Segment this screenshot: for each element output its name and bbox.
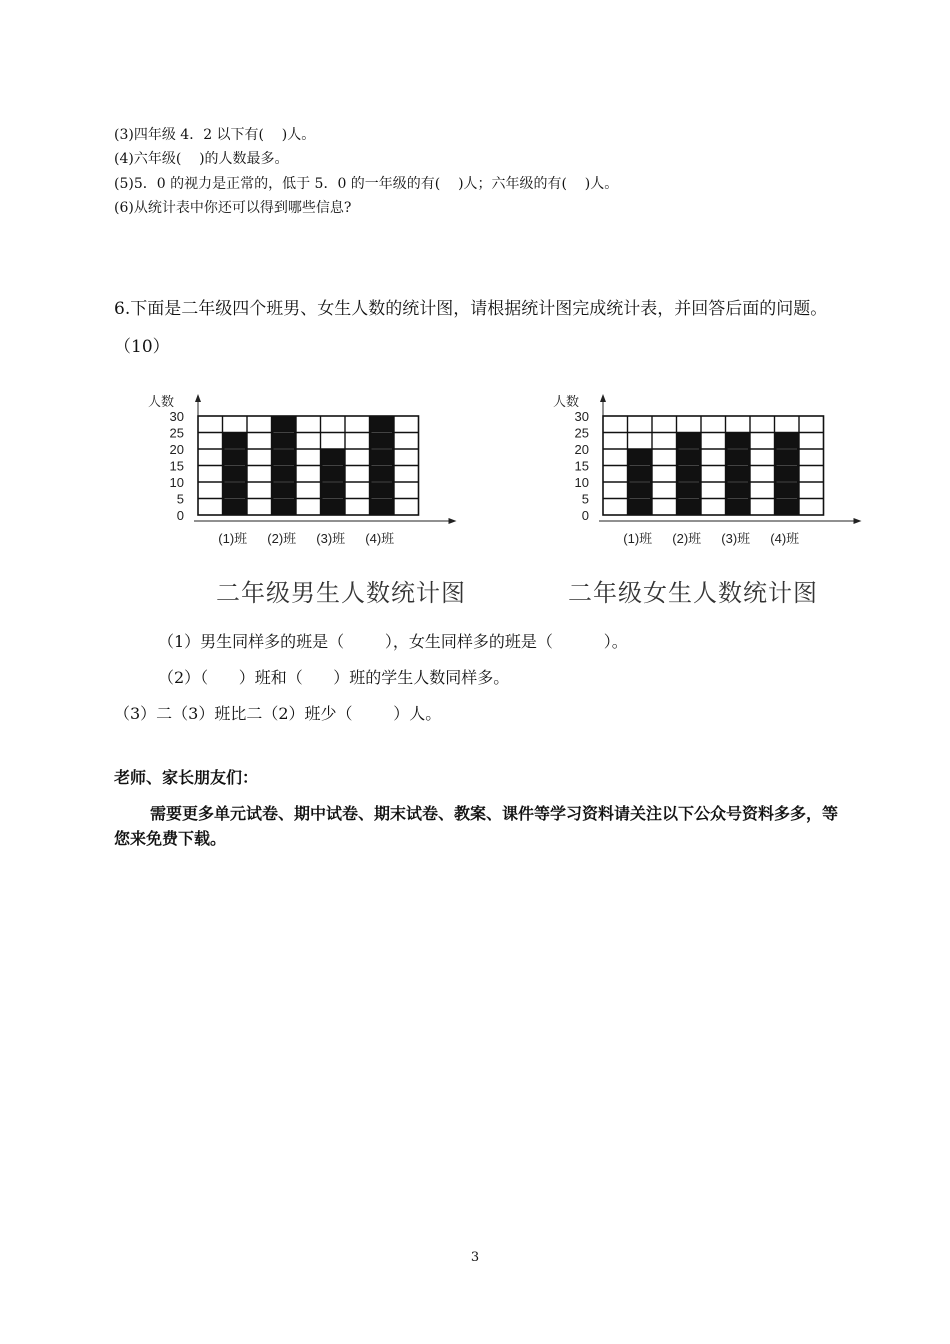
y-axis-label: 人数 xyxy=(553,394,580,409)
question-3: (3)四年级 4．2 以下有( )人。 xyxy=(114,127,316,143)
sub-question-2: （2）（ ）班和（ ）班的学生人数同样多。 xyxy=(158,668,510,687)
y-tick-label: 25 xyxy=(574,425,589,441)
x-tick-label: (4)班 xyxy=(770,531,800,546)
x-tick-label: (2)班 xyxy=(267,531,297,546)
y-axis-arrow xyxy=(600,394,606,402)
sub-question-3: （3）二（3）班比二（2）班少（ ）人。 xyxy=(114,704,442,723)
question-5: (5)5．0 的视力是正常的，低于 5．0 的一年级的有( )人；六年级的有( )人。 xyxy=(114,176,619,192)
y-tick-label: 15 xyxy=(574,458,589,474)
bar xyxy=(726,433,751,516)
bar xyxy=(775,433,800,516)
x-tick-label: (1)班 xyxy=(218,531,248,546)
girls-chart-title: 二年级女生人数统计图 xyxy=(568,579,818,607)
y-tick-label: 10 xyxy=(169,475,184,490)
x-axis-arrow xyxy=(449,518,457,524)
note-body: 需要更多单元试卷、期中试卷、期末试卷、教案、课件等学习资料请关注以下公众号资料多多，等您来免费下载。 xyxy=(114,804,839,848)
bar xyxy=(677,433,702,516)
sub-question-1: （1）男生同样多的班是（ ），女生同样多的班是（ ）。 xyxy=(158,632,628,651)
y-tick-label: 5 xyxy=(581,491,589,507)
y-tick-label: 30 xyxy=(169,409,184,424)
x-axis-arrow xyxy=(854,518,862,524)
y-axis-label: 人数 xyxy=(148,394,175,409)
y-tick-label: 25 xyxy=(169,425,184,441)
y-tick-label: 5 xyxy=(176,491,184,507)
y-tick-label: 0 xyxy=(176,508,184,523)
note-title: 老师、家长朋友们： xyxy=(114,768,259,787)
question-6-prompt: 6.下面是二年级四个班男、女生人数的统计图，请根据统计图完成统计表，并回答后面的问题。（10） xyxy=(114,299,828,357)
x-tick-label: (3)班 xyxy=(316,531,346,546)
y-tick-label: 10 xyxy=(574,475,589,490)
y-axis-arrow xyxy=(195,394,201,402)
boys-bar-chart xyxy=(140,388,470,558)
x-tick-label: (2)班 xyxy=(672,531,702,546)
bar xyxy=(223,433,248,516)
y-tick-label: 0 xyxy=(581,508,589,523)
y-tick-label: 30 xyxy=(574,409,589,424)
y-tick-label: 20 xyxy=(574,442,589,457)
x-tick-label: (1)班 xyxy=(623,531,653,546)
y-tick-label: 20 xyxy=(169,442,184,457)
x-tick-label: (4)班 xyxy=(365,531,395,546)
y-tick-label: 15 xyxy=(169,458,184,474)
boys-chart-title: 二年级男生人数统计图 xyxy=(216,579,466,607)
page-number: 3 xyxy=(470,1250,480,1265)
question-4: (4)六年级( )的人数最多。 xyxy=(114,151,289,167)
x-tick-label: (3)班 xyxy=(721,531,751,546)
girls-bar-chart xyxy=(545,388,875,558)
question-6-info: (6)从统计表中你还可以得到哪些信息? xyxy=(114,200,352,216)
